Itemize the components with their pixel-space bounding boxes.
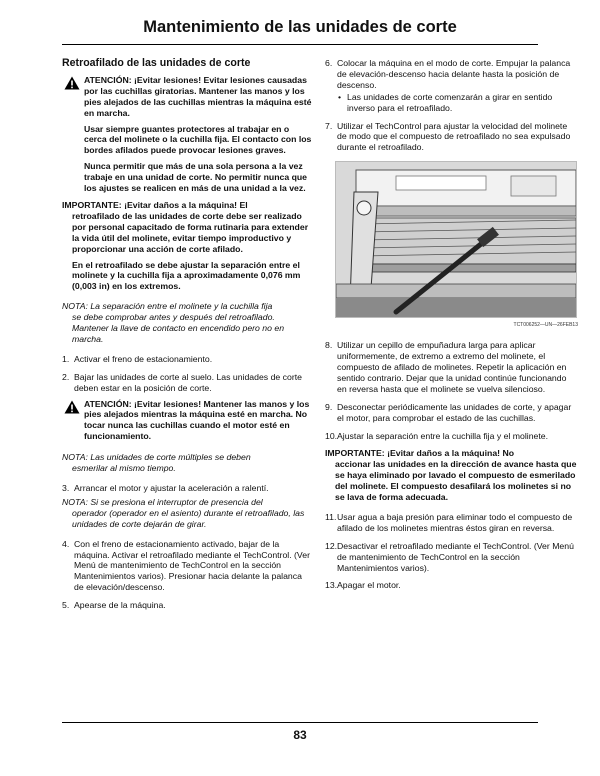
important-text: accionar las unidades en la dirección de avance hasta que se haya eliminado por lavado el compuesto de esmerilado del molinete. El compuesto desafilará los molinetes si no se lava de forma adecuada. [335,459,577,503]
step-9 [325,402,578,424]
note-block-2 [62,452,312,474]
step-4 [62,539,312,594]
step-number: 8. [325,340,333,351]
step-7 [325,121,578,154]
warning-block-1 [62,75,312,194]
page-title: Mantenimiento de las unidades de corte [143,18,457,36]
step-number: 2. [62,371,70,382]
note-label: NOTA: Las unidades de corte múltiples se deben [62,452,251,463]
footer-divider [62,722,538,723]
step-text: Bajar las unidades de corte al suelo. Las unidades de corte deben estar en la posición de corte. [74,371,302,393]
note-label: NOTA: La separación entre el molinete y la cuchilla fija [62,301,273,312]
warning-text: Nunca permitir que más de una sola persona a la vez trabaje en una unidad de corte. No permitir nunca que los ajustes se realicen en más de una unidad a la vez. [84,161,308,194]
step-11 [325,512,578,534]
step-number: 11. [325,511,337,522]
step-1 [62,354,312,365]
step-text: Activar el freno de estacionamiento. [74,353,213,364]
important-label: IMPORTANTE: ¡Evitar daños a la máquina! El [62,199,248,210]
important-block-2 [325,448,578,503]
figure-caption: TCT006252—UN—26FEB13 [513,322,578,329]
warning-text: Usar siempre guantes protectores al trabajar en o cerca del molinete o la cuchilla fija. El contacto con los bordes afilados puede provocar lesiones graves. [84,123,312,156]
note-text: se debe comprobar antes y después del retroafilado. Mantener la llave de contacto en encendido pero no en marcha. [72,312,285,344]
note-label: NOTA: Si se presiona el interruptor de presencia del [62,496,263,507]
note-text: esmerilar al mismo tiempo. [72,463,176,474]
important-block-1 [62,200,312,255]
note-block-1 [62,301,312,345]
step-text: Utilizar un cepillo de empuñadura larga para aplicar uniformemente, de extremo a extremo del molinete, el compuesto de afilado de molinetes. Repetir la aplicación en sentido contrario. Dejar que la unidad continúe funcionando en reversa hasta que el molinete se vuelva silencioso. [337,340,567,394]
step-5 [62,600,312,611]
warning-triangle-icon [64,76,80,90]
bullet-dot: • [338,91,342,102]
step-text: Ajustar la separación entre la cuchilla fija y el molinete. [337,430,549,441]
right-column [325,58,578,598]
step-number: 7. [325,120,333,131]
section-heading: Retroafilado de las unidades de corte [62,57,251,69]
step-text: Usar agua a baja presión para eliminar todo el compuesto de afilado de los molinetes mientras éstos giran en reversa. [337,511,573,533]
step-number: 1. [62,353,70,364]
warning-triangle-icon [64,400,80,414]
step-2 [62,372,312,394]
step-text: Desactivar el retroafilado mediante el TechControl. (Ver Menú de mantenimiento de TechControl en la sección Mantenimientos varios). [337,540,574,573]
warning-block-2 [62,399,312,443]
reel-brush-illustration [336,162,576,317]
step-3 [62,483,312,494]
step-number: 10. [325,430,338,441]
sub-bullet [337,92,578,114]
backlapping-photo [335,161,577,318]
step-number: 6. [325,58,333,68]
note-text: operador (operador en el asiento) durante el retroafilado, las unidades de corte dejarán de girar. [72,507,305,529]
step-text: Apagar el motor. [337,580,401,591]
step-number: 4. [62,538,70,549]
important-text: retroafilado de las unidades de corte debe ser realizado por personal capacitado de forma rutinaria para extender la vida útil del molinete, evitar tiempo improductivo y proporcionar una acción de corte afilado. [72,210,309,254]
left-column [62,58,312,618]
page-number: 83 [293,728,307,742]
step-8 [325,340,578,395]
step-number: 12. [325,540,338,551]
warning-text: ATENCIÓN: ¡Evitar lesiones! Mantener las manos y los pies alejados mientras la máquina esté en marcha. No tocar nunca las cuchillas cuando el motor esté en funcionamiento. [84,398,310,442]
step-6 [325,58,578,114]
step-number: 5. [62,600,70,611]
step-number: 3. [62,483,70,493]
important-text: En el retroafilado se debe ajustar la separación entre el molinete y la cuchilla fija a aproximadamente 0,076 mm (0,003 in) en los extremos. [72,259,301,292]
step-12 [325,541,578,574]
bullet-text: Las unidades de corte comenzarán a girar en sentido inverso para el retroafilado. [347,91,553,113]
step-13 [325,580,578,591]
step-text: Utilizar el TechControl para ajustar la velocidad del molinete de modo que el compuesto de retroafilado no sea expulsado durante el retroafilado. [337,120,571,153]
step-text: Desconectar periódicamente las unidades de corte, y apagar el motor, para comprobar el estado de las cuchillas. [337,401,572,423]
step-number: 9. [325,401,333,412]
warning-text: ATENCIÓN: ¡Evitar lesiones! Evitar lesiones causadas por las cuchillas giratorias. Mantener las manos y los pies alejados de las cuchillas mientras la máquina esté en marcha. [84,74,312,118]
step-text: Arrancar el motor y ajustar la aceleración a ralentí. [74,483,269,493]
step-text: Apearse de la máquina. [74,600,166,611]
step-text: Con el freno de estacionamiento activado, bajar de la máquina. Activar el retroafilado mediante el TechControl. (Ver Menú de mantenimiento de TechControl en la sección Mantenimientos varios). Presionar hacia delante la palanca de elevación/descenso. [74,538,310,593]
title-divider [62,44,538,45]
important-label: IMPORTANTE: ¡Evitar daños a la máquina! No [325,448,515,459]
step-text: Colocar la máquina en el modo de corte. Empujar la palanca de elevación-descenso hacia delante hasta la posición de descenso. [337,58,571,90]
step-number: 13. [325,580,338,591]
note-block-3 [62,497,312,530]
step-10 [325,431,578,442]
